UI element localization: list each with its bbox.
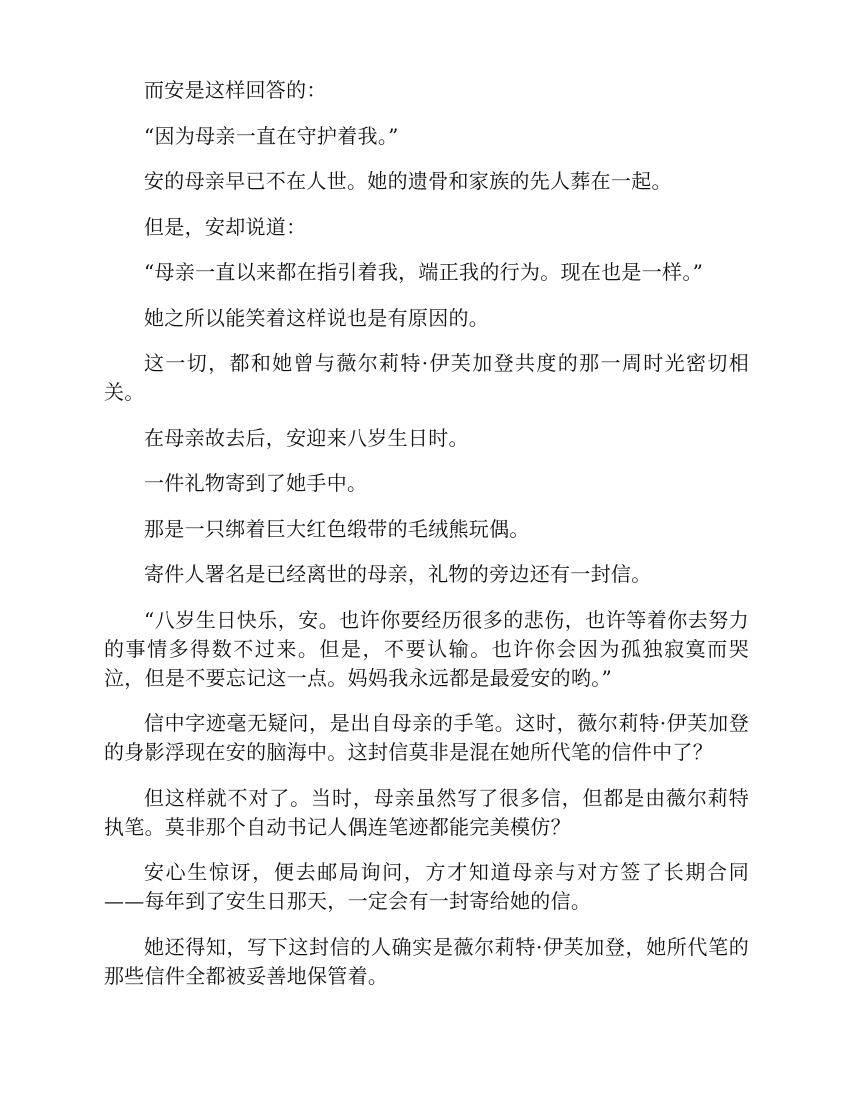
paragraph-11: 寄件人署名是已经离世的母亲，礼物的旁边还有一封信。: [144, 562, 652, 586]
paragraph-5: “母亲一直以来都在指引着我，端正我的行为。现在也是一样。”: [144, 260, 704, 284]
paragraph-16: 她还得知，写下这封信的人确实是薇尔莉特·伊芙加登，她所代笔的那些信件全都被妥善地保管着。: [104, 934, 749, 988]
paragraph-9: 一件礼物寄到了她手中。: [144, 471, 368, 495]
paragraph-12: “八岁生日快乐，安。也许你要经历很多的悲伤，也许等着你去努力的事情多得数不过来。但是，不要认输。也许你会因为孤独寂寞而哭泣，但是不要忘记这一点。妈妈我永远都是最爱安的哟。”: [104, 607, 749, 690]
paragraph-6: 她之所以能笑着这样说也是有原因的。: [144, 305, 490, 330]
paragraph-8: 在母亲故去后，安迎来八岁生日时。: [144, 425, 469, 450]
paragraph-14: 但这样就不对了。当时，母亲虽然写了很多信，但都是由薇尔莉特执笔。莫非那个自动书记人偶连笔迹都能完美模仿？: [104, 785, 749, 839]
paragraph-3: 安的母亲早已不在人世。她的遗骨和家族的先人葬在一起。: [144, 169, 672, 193]
paragraph-15: 安心生惊讶，便去邮局询问，方才知道母亲与对方签了长期合同——每年到了安生日那天，一定会有一封寄给她的信。: [104, 860, 749, 913]
paragraph-2: “因为母亲一直在守护着我。”: [144, 123, 399, 148]
paragraph-4: 但是，安却说道：: [144, 214, 307, 239]
paragraph-13: 信中字迹毫无疑问，是出自母亲的手笔。这时，薇尔莉特·伊芙加登的身影浮现在安的脑海中。这封信莫非是混在她所代笔的信件中了？: [104, 711, 749, 764]
paragraph-10: 那是一只绑着巨大红色缎带的毛绒熊玩偶。: [144, 516, 530, 541]
document-page: [104, 76, 749, 1007]
paragraph-7: 这一切，都和她曾与薇尔莉特·伊芙加登共度的那一周时光密切相关。: [104, 351, 749, 404]
paragraph-1: 而安是这样回答的：: [144, 78, 327, 102]
